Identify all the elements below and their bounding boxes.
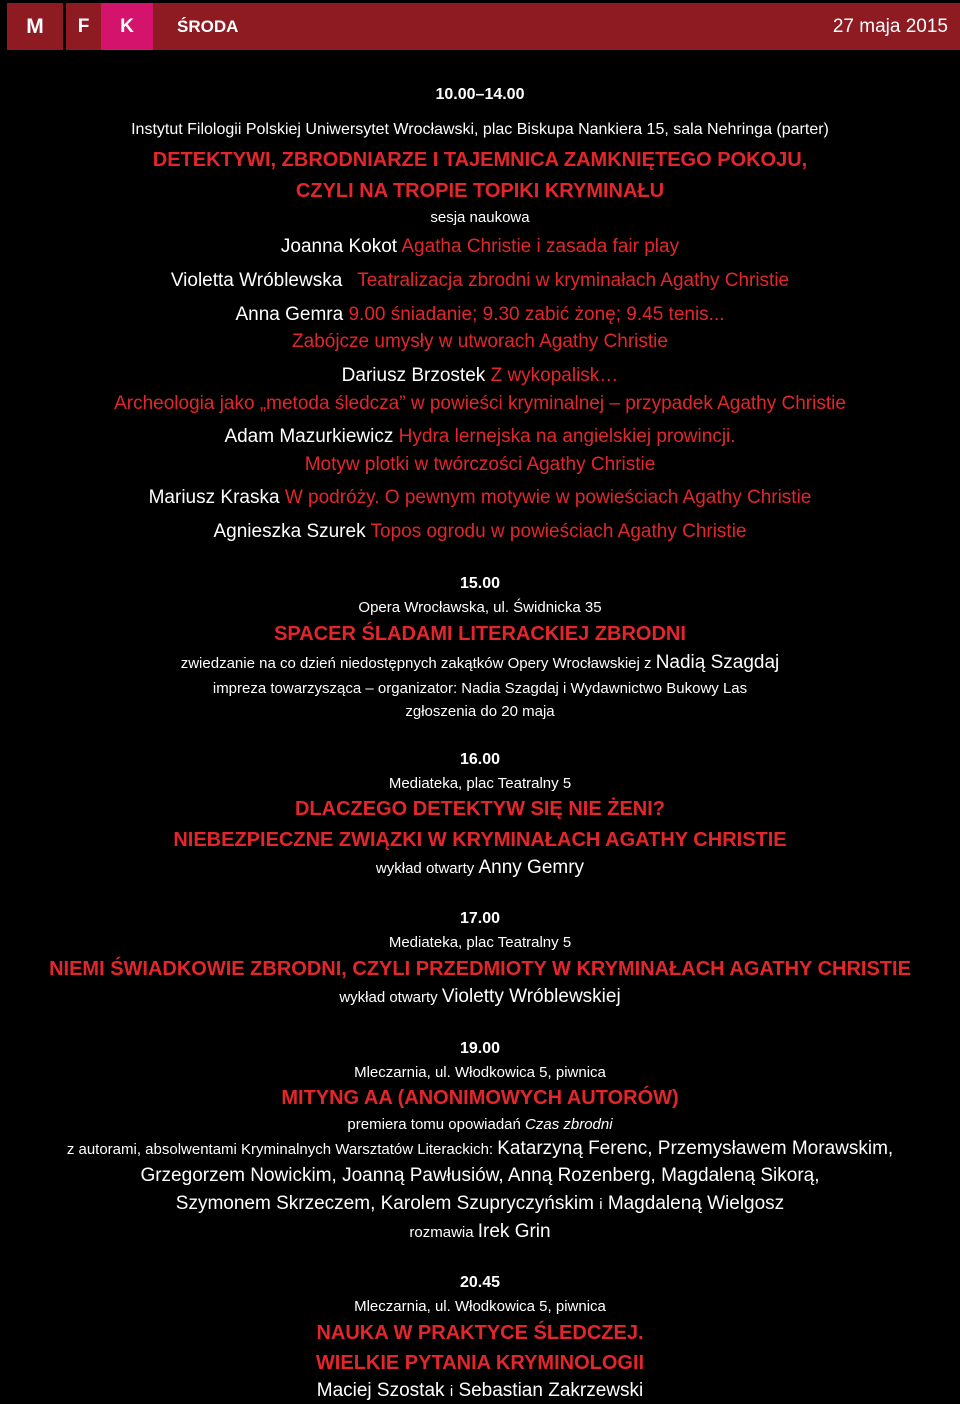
event4-title: NIEMI ŚWIADKOWIE ZBRODNI, CZYLI PRZEDMIOTY W KRYMINAŁACH AGATHY CHRISTIE xyxy=(49,958,911,980)
talk-speaker: Mariusz Kraska xyxy=(148,487,280,508)
event6-speaker1: Maciej Szostak xyxy=(316,1380,445,1401)
event5-with-text: z autorami, absolwentami Kryminalnych Warsztatów Literackich: xyxy=(66,1141,494,1158)
event5-authors-line1 xyxy=(0,1139,960,1160)
event1-type: sesja naukowa xyxy=(430,209,530,226)
event5-host xyxy=(0,1222,960,1243)
event1-title-line1: DETEKTYWI, ZBRODNIARZE I TAJEMNICA ZAMKNIĘTEGO POKOJU, xyxy=(152,149,808,171)
event2-time: 15.00 xyxy=(459,575,501,592)
talk-speaker: Agnieszka Szurek xyxy=(213,521,366,542)
header-bar xyxy=(7,3,960,50)
event3-place: Mediateka, plac Teatralny 5 xyxy=(388,775,572,792)
event5-book-title: Czas zbrodni xyxy=(525,1116,613,1133)
talk-5 xyxy=(0,427,960,447)
talk-3-title-line2: Zabójcze umysły w utworach Agathy Christie xyxy=(292,331,668,352)
logo-k: K xyxy=(101,3,153,50)
talk-speaker: Dariusz Brzostek xyxy=(341,365,486,386)
event6-title-line2: WIELKIE PYTANIA KRYMINOLOGII xyxy=(315,1352,645,1374)
talk-title: Hydra lernejska na angielskiej prowincji. xyxy=(398,426,736,447)
header-date-bar xyxy=(153,3,960,50)
event5-and: i xyxy=(599,1196,603,1213)
event4-lecture xyxy=(0,987,960,1008)
event3-type: wykład otwarty xyxy=(375,860,475,877)
event5-time: 19.00 xyxy=(459,1040,501,1057)
event5-host-name: Irek Grin xyxy=(477,1221,551,1242)
talk-title: Z wykopalisk… xyxy=(490,365,619,386)
event6-title-line1: NAUKA W PRAKTYCE ŚLEDCZEJ. xyxy=(316,1322,644,1344)
event5-names1: Katarzyną Ferenc, Przemysławem Morawskim, xyxy=(497,1138,894,1159)
date-label: 27 maja 2015 xyxy=(832,15,948,37)
event6-speaker2: Sebastian Zakrzewski xyxy=(458,1380,644,1401)
talk-title: Teatralizacja zbrodni w kryminałach Agathy Christie xyxy=(357,270,790,291)
logo-f: F xyxy=(66,3,101,50)
talk-6 xyxy=(0,488,960,508)
event5-authors-line3 xyxy=(0,1194,960,1215)
event4-name: Violetty Wróblewskiej xyxy=(441,986,621,1007)
event6-speakers xyxy=(0,1381,960,1402)
event5-premiere xyxy=(0,1115,960,1135)
talk-speaker: Adam Mazurkiewicz xyxy=(224,426,394,447)
event2-registration: zgłoszenia do 20 maja xyxy=(405,703,555,720)
event6-and: i xyxy=(449,1383,454,1400)
talk-5-title-line2: Motyw plotki w twórczości Agathy Christie xyxy=(304,454,656,475)
event6-place: Mleczarnia, ul. Włodkowica 5, piwnica xyxy=(354,1298,606,1315)
event4-type: wykład otwarty xyxy=(339,989,438,1006)
event2-desc xyxy=(0,653,960,674)
event3-title-line1: DLACZEGO DETEKTYW SIĘ NIE ŻENI? xyxy=(294,798,665,820)
event3-title-line2: NIEBEZPIECZNE ZWIĄZKI W KRYMINAŁACH AGATHY CHRISTIE xyxy=(173,829,787,851)
event5-premiere-text: premiera tomu opowiadań xyxy=(347,1116,521,1133)
event5-title: MITYNG AA (ANONIMOWYCH AUTORÓW) xyxy=(281,1087,679,1109)
day-label: ŚRODA xyxy=(177,16,239,36)
event4-time: 17.00 xyxy=(459,910,501,927)
event3-name: Anny Gemry xyxy=(478,857,585,878)
talk-speaker: Violetta Wróblewska xyxy=(170,270,343,291)
talk-2 xyxy=(0,271,960,291)
event5-host-label: rozmawia xyxy=(409,1224,474,1241)
event3-lecture xyxy=(0,858,960,879)
event5-names3a: Szymonem Skrzeczem, Karolem Szupryczyńskim xyxy=(175,1193,594,1214)
talk-speaker: Anna Gemra xyxy=(235,304,344,325)
event1-place: Instytut Filologii Polskiej Uniwersytet Wrocławski, plac Biskupa Nankiera 15, sala Nehringa (parter) xyxy=(131,121,829,138)
logo-m: M xyxy=(7,3,63,50)
talk-7 xyxy=(0,522,960,542)
event1-time: 10.00–14.00 xyxy=(435,86,525,103)
event5-authors-line2: Grzegorzem Nowickim, Joanną Pawłusiów, Anną Rozenberg, Magdaleną Sikorą, xyxy=(140,1165,820,1186)
event1-title-line2: CZYLI NA TROPIE TOPIKI KRYMINAŁU xyxy=(295,180,665,202)
event2-desc-text: zwiedzanie na co dzień niedostępnych zakątków Opery Wrocławskiej z xyxy=(180,655,652,672)
event4-place: Mediateka, plac Teatralny 5 xyxy=(388,934,572,951)
talk-title: Agatha Christie i zasada fair play xyxy=(401,236,680,257)
event5-place: Mleczarnia, ul. Włodkowica 5, piwnica xyxy=(354,1064,606,1081)
talk-title: W podróży. O pewnym motywie w powieściach Agathy Christie xyxy=(284,487,812,508)
talk-1 xyxy=(0,237,960,257)
talk-3 xyxy=(0,305,960,325)
talk-title: 9.00 śniadanie; 9.30 zabić żonę; 9.45 tenis... xyxy=(348,304,725,325)
talk-title: Topos ogrodu w powieściach Agathy Christie xyxy=(370,521,747,542)
event3-time: 16.00 xyxy=(459,751,501,768)
event2-title: SPACER ŚLADAMI LITERACKIEJ ZBRODNI xyxy=(274,623,686,645)
event2-place: Opera Wrocławska, ul. Świdnicka 35 xyxy=(358,599,602,616)
talk-speaker: Joanna Kokot xyxy=(280,236,398,257)
talk-4 xyxy=(0,366,960,386)
talk-4-title-line2: Archeologia jako „metoda śledcza” w powieści kryminalnej – przypadek Agathy Christie xyxy=(114,393,846,414)
event2-desc-name: Nadią Szagdaj xyxy=(655,652,780,673)
event2-note: impreza towarzysząca – organizator: Nadia Szagdaj i Wydawnictwo Bukowy Las xyxy=(212,680,748,697)
event5-names3b: Magdaleną Wielgosz xyxy=(607,1193,785,1214)
event6-time: 20.45 xyxy=(459,1274,501,1291)
